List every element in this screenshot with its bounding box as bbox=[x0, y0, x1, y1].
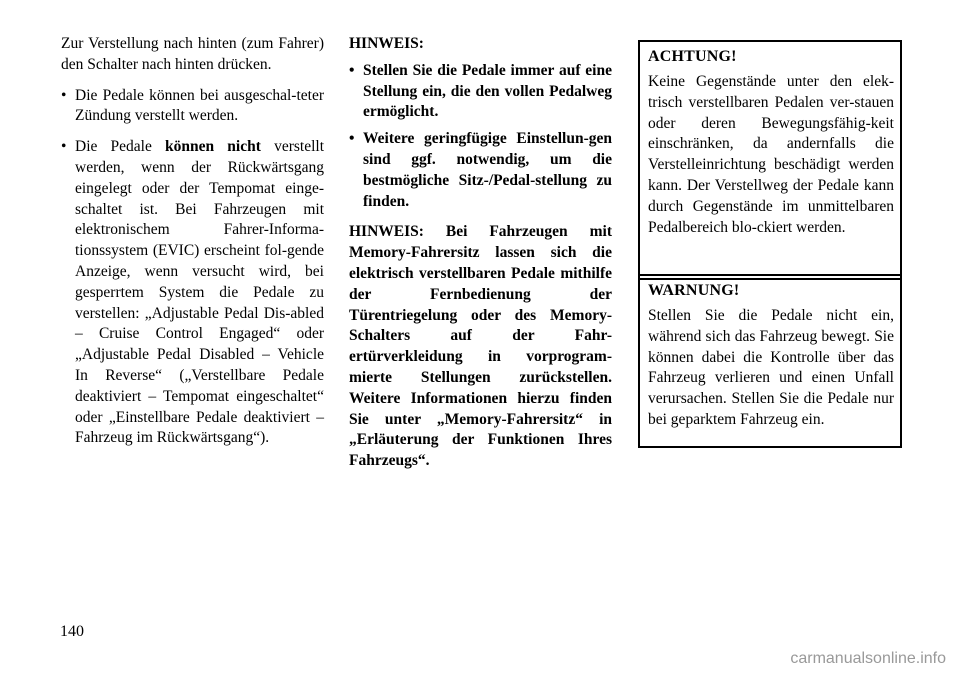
caution-text: Keine Gegenstände unter den elek-trisch verstellbaren Pedalen ver-stauen oder deren Bewegungsfähig-keit einschränken, da andernfalls die Verstelleinrichtung beschädigt werden kann. Der Verstellweg der Pedale kann durch Gegenstände im unmittelbaren Pedalbereich blo-ckiert werden. bbox=[648, 73, 894, 236]
note-bullet-list bbox=[349, 61, 612, 213]
note-heading: HINWEIS: bbox=[349, 35, 424, 52]
warning-box bbox=[638, 274, 902, 448]
bullet-icon: • bbox=[61, 86, 67, 104]
list-item bbox=[349, 61, 612, 123]
column-middle bbox=[349, 34, 612, 472]
note-bullet-text: Weitere geringfügige Einstellun-gen sind ggf. notwendig, um die bestmögliche Sitz-/Pedal-stellung zu finden. bbox=[363, 130, 612, 210]
list-item bbox=[349, 129, 612, 212]
bullet-text-post: verstellt werden, wenn der Rückwärtsgang eingelegt oder der Tempomat einge-schaltet ist. Bei Fahrzeugen mit elektronischem Fahrer-Informa-tionssystem (EVIC) erscheint fol-gende Anzeige, wenn versucht wird, bei gesperrtem System die Pedale zu verstellen: „Adjustable Pedal Dis-abled – Cruise Control Engaged“ oder „Adjustable Pedal Disabled – Vehicle In Reverse“ („Verstellbare Pedale deaktiviert – Tempomat eingeschaltet“ oder „Einstellbare Pedale deaktiviert – Fahrzeug im Rückwärtsgang“). bbox=[75, 138, 324, 447]
warning-title: WARNUNG! bbox=[648, 282, 740, 299]
bullet-text-pre: Die Pedale bbox=[75, 138, 166, 156]
bullet-text-bold: können nicht bbox=[165, 138, 261, 156]
note-paragraph: HINWEIS: Bei Fahrzeugen mit Memory-Fahrersitz lassen sich die elektrisch verstellbaren Pedale mithilfe der Fernbedienung der Türentriegelung oder des Memory-Schalters auf der Fahr-ertürverkleidung in vorprogram-mierte Stellungen zurückstellen. Weitere Informationen hierzu finden Sie unter „Memory-Fahrersitz“ in „Erläuterung der Funktionen Ihres Fahrzeugs“. bbox=[349, 223, 612, 470]
bullet-list bbox=[61, 86, 324, 450]
bullet-icon: • bbox=[349, 61, 355, 79]
list-item bbox=[61, 86, 324, 128]
watermark: carmanualsonline.info bbox=[790, 650, 946, 667]
page-number: 140 bbox=[60, 623, 84, 640]
bullet-icon: • bbox=[349, 130, 355, 148]
intro-paragraph: Zur Verstellung nach hinten (zum Fahrer) den Schalter nach hinten drücken. bbox=[61, 35, 324, 73]
column-left bbox=[61, 34, 324, 449]
note-bullet-text: Stellen Sie die Pedale immer auf eine Stellung ein, die den vollen Pedalweg ermöglicht. bbox=[363, 61, 612, 121]
bullet-text: Die Pedale können bei ausgeschal-teter Zündung verstellt werden. bbox=[75, 86, 324, 125]
caution-box bbox=[638, 40, 902, 280]
warning-text: Stellen Sie die Pedale nicht ein, während sich das Fahrzeug bewegt. Sie können dabei die Kontrolle über das Fahrzeug verlieren und einen Unfall verursachen. Stellen Sie die Pedale nur bei geparktem Fahrzeug ein. bbox=[648, 307, 894, 428]
list-item bbox=[61, 137, 324, 449]
caution-title: ACHTUNG! bbox=[648, 48, 737, 65]
bullet-icon: • bbox=[61, 138, 67, 156]
